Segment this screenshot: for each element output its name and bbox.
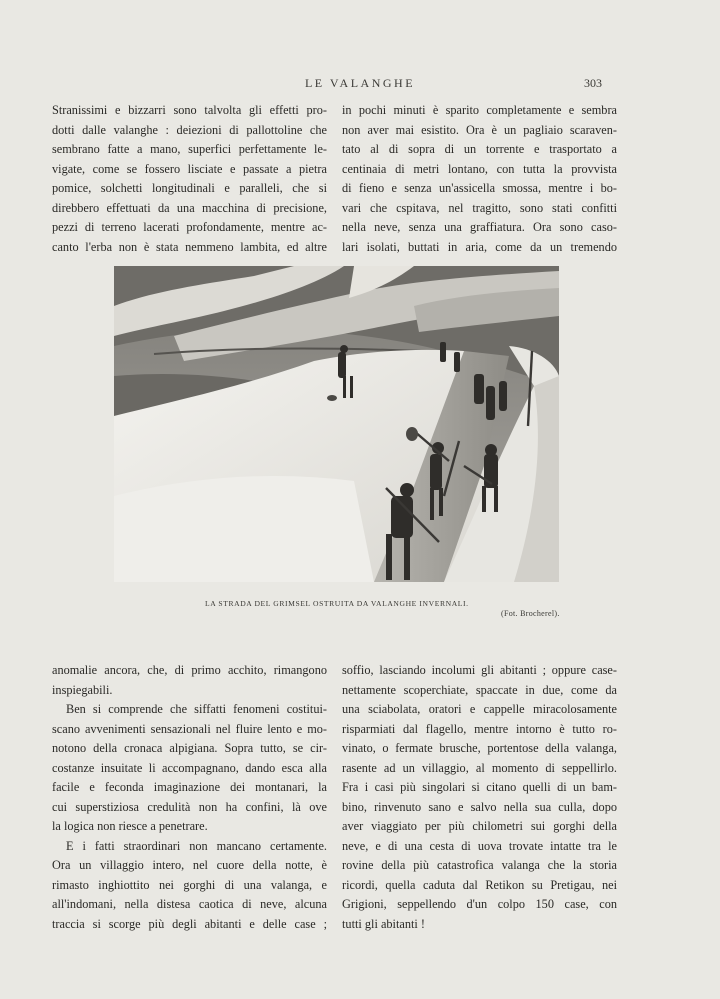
text-line: tato al di sopra di un torrente e trasportato a bbox=[342, 142, 617, 156]
paragraph bbox=[52, 661, 327, 700]
paragraph bbox=[52, 837, 327, 935]
text-line: non aver mai esistito. Ora è un pagliaio scaraven- bbox=[342, 122, 617, 137]
text-line: lari isolati, buttati in aria, come da un tremendo bbox=[342, 239, 617, 254]
text-line: aver viaggiato per più chilometri sui gorghi della bbox=[342, 819, 617, 833]
text-line: anomalie ancora, che, di primo acchito, rimangono bbox=[52, 663, 327, 677]
text-line: risparmiati dal flagello, mentre intorno è tutto ro- bbox=[342, 721, 617, 736]
text-line: Ben si comprende che siffatti fenomeni costitui- bbox=[66, 702, 327, 716]
text-column-bottom-right bbox=[342, 661, 617, 934]
text-line: rovine della più catastrofica valanga che la storia bbox=[342, 858, 617, 872]
figure-caption: LA STRADA DEL GRIMSEL OSTRUITA DA VALANGHE INVERNALI. bbox=[205, 599, 469, 608]
running-title: LE VALANGHE bbox=[304, 76, 416, 90]
text-line: una sciabolata, oratori e cappelle miracolosamente bbox=[342, 702, 617, 716]
text-line: scano avvenimenti sensazionali nel fluire lento e mo- bbox=[52, 721, 327, 736]
text-line: di fieno e senza un'assicella smossa, mentre i bo- bbox=[342, 181, 617, 195]
text-column-bottom-left bbox=[52, 661, 327, 934]
text-line: pezzi di terreno lacerati profondamente, mentre ac- bbox=[52, 220, 327, 234]
text-line: Grigioni, seppellendo d'un colpo 150 case, con bbox=[342, 897, 617, 911]
text-line: vigate, come se fossero lisciate e passate a pietra bbox=[52, 161, 327, 176]
text-line: Ora un villaggio intero, nel cuore della notte, è bbox=[52, 858, 327, 872]
text-line: dotti dalle valanghe : deiezioni di pallottoline che bbox=[52, 122, 327, 137]
text-line: la logica non riesce a penetrare. bbox=[52, 819, 208, 833]
text-line: rasente ad un villaggio, al momento di seppellirlo. bbox=[342, 760, 617, 775]
text-column-top-left bbox=[52, 101, 327, 257]
text-line: sembrano fatte a mano, superfici perfettamente le- bbox=[52, 142, 327, 156]
text-line: inspiegabili. bbox=[52, 682, 113, 697]
text-line: notono della cronaca alpigiana. Sopra tutto, se cir- bbox=[52, 741, 327, 755]
text-line: all'indomani, nella distesa caotica di neve, alcuna bbox=[52, 897, 327, 911]
text-line: facile e feconda imaginazione dei montanari, la bbox=[52, 780, 327, 794]
running-head bbox=[0, 76, 720, 92]
text-line: costanze insuitate li accompagnano, dando esca alla bbox=[52, 760, 327, 775]
text-line: centinaia di metri lontano, con tutta la provvista bbox=[342, 161, 617, 176]
text-line: rimasto inghiottito nei gorghi di una valanga, e bbox=[52, 877, 327, 892]
text-line: cui superstiziosa credulità non ha confini, là ove bbox=[52, 799, 327, 814]
text-line: Fra i casi più singolari si citano quelli di un bam- bbox=[342, 780, 617, 794]
paragraph bbox=[52, 700, 327, 837]
text-line: pomice, solchetti longitudinali e paralleli, che si bbox=[52, 181, 327, 195]
text-line: bino, rinvenuto sano e salvo nella sua culla, dopo bbox=[342, 799, 617, 814]
text-line: vari che cspitava, nel tragitto, sono stati confitti bbox=[342, 200, 617, 215]
text-line: E i fatti straordinari non mancano certamente. bbox=[66, 838, 327, 853]
text-line: direbbero effettuati da una macchina di precisione, bbox=[52, 200, 327, 215]
text-line: nella neve, senza una graffiatura. Ora sono caso- bbox=[342, 220, 617, 234]
text-line: Stranissimi e bizzarri sono talvolta gli effetti pro- bbox=[52, 103, 327, 117]
text-line: ricordi, quella caduta dal Retikon su Pretigau, nei bbox=[342, 877, 617, 892]
text-line: neve, e di una cesta di uova trovate intatte tra le bbox=[342, 838, 617, 853]
text-line: in pochi minuti è sparito completamente e sembra bbox=[342, 103, 617, 117]
text-line: vinato, o fermate brusche, portentose della valanga, bbox=[342, 741, 617, 755]
grimsel-road-photo bbox=[114, 266, 559, 582]
text-line: nettamente scoperchiate, spaccate in due, come da bbox=[342, 682, 617, 697]
text-line: canto l'erba non è stata nemmeno lambita, ed altre bbox=[52, 239, 327, 254]
figure-credit: (Fot. Brocherel). bbox=[501, 609, 560, 618]
text-line: traccia si scorge più degli abitanti e delle case ; bbox=[52, 916, 327, 931]
page-number: 303 bbox=[584, 76, 602, 90]
text-line: tutti gli abitanti ! bbox=[342, 916, 425, 931]
figure-photograph bbox=[114, 266, 559, 582]
text-line: soffio, lasciando incolumi gli abitanti ; oppure case- bbox=[342, 663, 617, 677]
text-column-top-right bbox=[342, 101, 617, 257]
